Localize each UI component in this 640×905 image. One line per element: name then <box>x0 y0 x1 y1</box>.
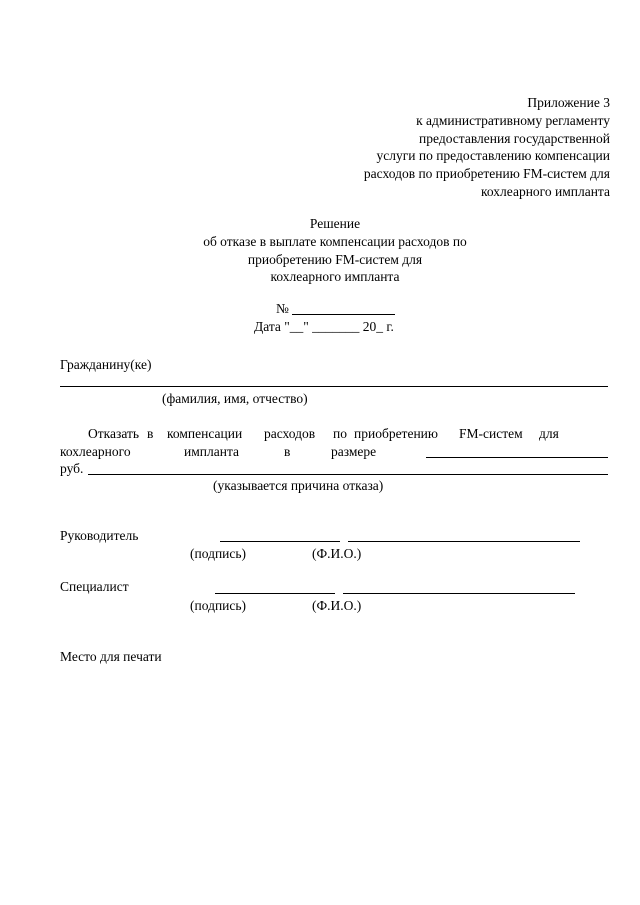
body-word: в <box>284 444 291 459</box>
appendix-line-6: кохлеарного импланта <box>481 184 610 199</box>
body-word: Отказать <box>88 426 140 441</box>
body-word: для <box>539 426 559 441</box>
number-label: № <box>276 301 289 316</box>
reason-field[interactable] <box>88 474 608 475</box>
date-line: Дата "__" _______ 20_ г. <box>254 319 394 334</box>
body-word: кохлеарного <box>60 444 131 459</box>
body-word: импланта <box>184 444 240 459</box>
appendix-line-4: услуги по предоставлению компенсации <box>376 148 610 163</box>
reason-hint: (указывается причина отказа) <box>213 478 384 493</box>
citizen-name-hint: (фамилия, имя, отчество) <box>162 391 308 406</box>
specialist-signature-field[interactable] <box>215 593 335 594</box>
head-name-hint: (Ф.И.О.) <box>312 546 362 561</box>
citizen-label: Гражданину(ке) <box>60 357 152 372</box>
title-line-3: приобретению FM-систем для <box>247 252 423 267</box>
citizen-name-field[interactable] <box>60 386 608 387</box>
title-line-2: об отказе в выплате компенсации расходов по <box>203 234 467 249</box>
amount-field[interactable] <box>426 457 608 458</box>
rub-label: руб. <box>60 461 84 476</box>
body-word: расходов <box>264 426 316 441</box>
body-word: FM-систем <box>459 426 523 441</box>
head-label: Руководитель <box>60 528 139 543</box>
number-field[interactable] <box>292 314 395 315</box>
head-signature-field[interactable] <box>220 541 340 542</box>
specialist-label: Специалист <box>60 579 129 594</box>
specialist-name-hint: (Ф.И.О.) <box>312 598 362 613</box>
title-line-1: Решение <box>309 216 361 231</box>
body-word: приобретению <box>354 426 438 441</box>
head-name-field[interactable] <box>348 541 580 542</box>
title-line-4: кохлеарного импланта <box>270 269 400 284</box>
head-signature-hint: (подпись) <box>190 546 247 561</box>
appendix-line-3: предоставления государственной <box>419 131 610 146</box>
body-word: компенсации <box>167 426 243 441</box>
stamp-place-label: Место для печати <box>60 649 162 664</box>
appendix-line-2: к административному регламенту <box>416 113 610 128</box>
appendix-line-5: расходов по приобретению FM-систем для <box>363 166 610 181</box>
appendix-line-1: Приложение 3 <box>527 95 610 110</box>
specialist-name-field[interactable] <box>343 593 575 594</box>
body-word: в <box>147 426 154 441</box>
specialist-signature-hint: (подпись) <box>190 598 247 613</box>
body-word: размере <box>331 444 377 459</box>
body-word: по <box>333 426 347 441</box>
